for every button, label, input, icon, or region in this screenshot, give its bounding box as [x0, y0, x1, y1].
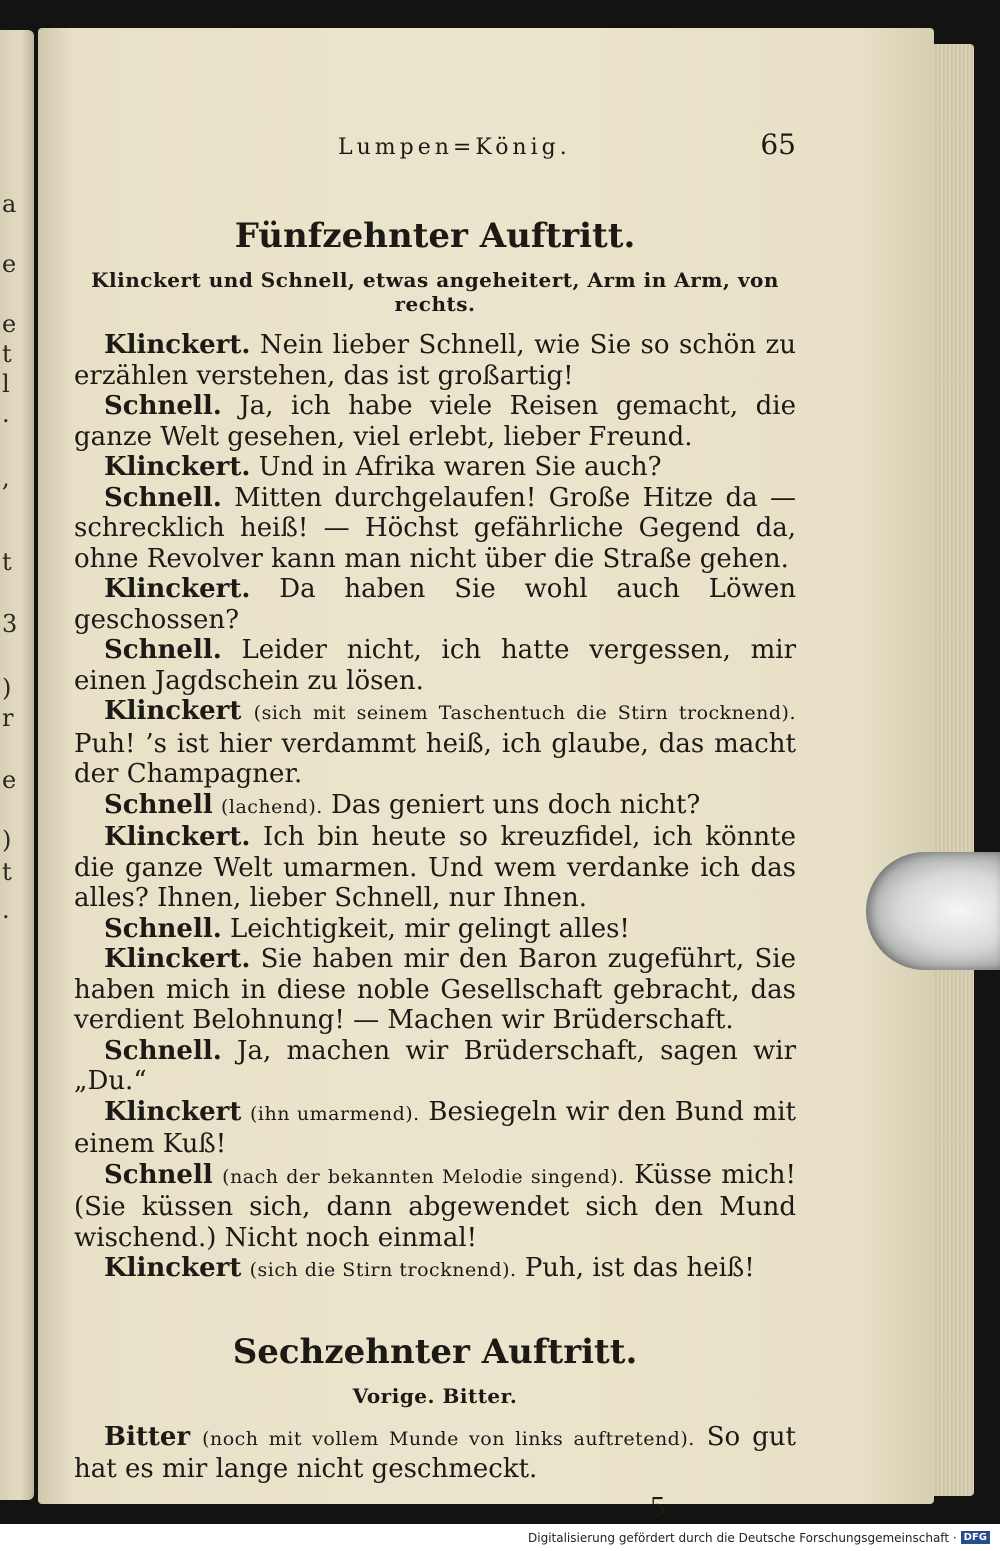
stage-direction-inline: (noch mit vollem Munde von links auftretend).	[202, 1427, 695, 1450]
scene-heading: Sechzehnter Auftritt.	[232, 1331, 638, 1372]
spoken-text: Nein lieber Schnell, wie Sie so schön zu erzählen verstehen, das ist großartig!	[74, 330, 796, 391]
spoken-text: Leichtigkeit, mir gelingt alles!	[230, 913, 630, 944]
spoken-text: Und in Afrika waren Sie auch?	[258, 452, 662, 483]
funding-credit: Digitalisierung gefördert durch die Deutsche Forschungsgemeinschaft ·	[528, 1530, 957, 1545]
previous-page-edge	[0, 30, 34, 1500]
dialogue-line	[74, 914, 796, 945]
page-edges	[930, 44, 974, 1496]
stage-direction-inline: (lachend).	[220, 795, 323, 818]
spoken-text: Leider nicht, ich hatte vergessen, mir einen Jagdschein zu lösen.	[74, 635, 797, 696]
stage-direction-inline: (nach der bekannten Melodie singend).	[222, 1165, 625, 1188]
spoken-text: Besiegeln wir den Bund mit einem Kuß!	[74, 1096, 797, 1160]
speaker-name: Klinckert.	[104, 822, 251, 853]
dialogue-line	[74, 822, 796, 914]
digitization-footer	[0, 1524, 1000, 1551]
prev-page-fragment: e	[2, 766, 17, 794]
dialogue-line	[74, 574, 796, 635]
page-number: 65	[760, 128, 796, 161]
speaker-name: Schnell	[104, 1159, 213, 1190]
speaker-name: Schnell	[104, 789, 213, 820]
dialogue-line	[74, 483, 796, 575]
speaker-name: Klinckert.	[104, 574, 251, 605]
spoken-text: Ja, ich habe viele Reisen gemacht, die ganze Welt gesehen, viel erlebt, lieber Freund.	[74, 391, 797, 452]
speaker-name: Schnell.	[104, 635, 222, 666]
stage-direction-inline: (sich die Stirn trocknend).	[249, 1259, 517, 1282]
speaker-name: Klinckert	[104, 1253, 242, 1284]
page-clip	[866, 852, 1000, 970]
spoken-text: Puh, ist das heiß!	[524, 1253, 755, 1284]
spoken-text: Mitten durchgelaufen! Große Hitze da — schrecklich heiß! — Höchst gefährliche Gegend da, ohne Revolver kann man nicht über die Straße gehen.	[74, 482, 797, 574]
speaker-name: Klinckert	[104, 1096, 242, 1127]
speaker-name: Schnell.	[104, 391, 222, 422]
prev-page-fragment: e	[2, 250, 17, 278]
stage-direction: Klinckert und Schnell, etwas angeheitert, Arm in Arm, von rechts.	[91, 268, 779, 317]
prev-page-fragment: .	[2, 896, 10, 924]
speaker-name: Klinckert.	[104, 452, 251, 483]
spoken-text: Ja, machen wir Brüderschaft, sagen wir „Du.“	[74, 1035, 797, 1097]
prev-page-fragment: )	[2, 674, 12, 702]
stage-direction: Vorige. Bitter.	[352, 1383, 518, 1408]
prev-page-fragment: l	[2, 370, 10, 398]
prev-page-fragment: a	[2, 190, 17, 218]
spoken-text: Sie haben mir den Baron zugeführt, Sie haben mich in diese noble Gesellschaft gebracht, das verdient Belohnung! — Machen wir Brüderschaft.	[74, 944, 796, 1036]
speaker-name: Klinckert.	[104, 330, 251, 361]
speaker-name: Klinckert	[104, 696, 242, 727]
dialogue-line	[74, 391, 796, 452]
prev-page-fragment: t	[2, 858, 12, 886]
dialogue-line	[74, 1160, 796, 1254]
spoken-text: Küsse mich! (Sie küssen sich, dann abgewendet sich den Mund wischend.) Nicht noch einmal!	[74, 1159, 796, 1253]
spoken-text: Da haben Sie wohl auch Löwen geschossen?	[74, 574, 796, 635]
dialogue-line	[74, 635, 796, 696]
spoken-text: So gut hat es mir lange nicht geschmeckt.	[74, 1421, 796, 1485]
dialogue-line	[74, 452, 796, 483]
prev-page-fragment: e	[2, 310, 17, 338]
spoken-text: Das geniert uns doch nicht?	[331, 789, 701, 820]
dialogue-line	[74, 944, 796, 1036]
stage-direction-inline: (sich mit seinem Taschentuch die Stirn trocknend).	[253, 702, 797, 725]
dialogue-line	[74, 1097, 796, 1160]
scene-heading: Fünfzehnter Auftritt.	[234, 216, 636, 256]
dialogue-line	[74, 1422, 796, 1485]
stage-direction-inline: (ihn umarmend).	[250, 1102, 420, 1125]
prev-page-fragment: 3	[2, 610, 18, 638]
speaker-name: Klinckert.	[104, 944, 251, 975]
dialogue-line	[74, 1036, 796, 1097]
page-content	[74, 128, 796, 1523]
running-title: Lumpen=König.	[338, 135, 571, 160]
prev-page-fragment: )	[2, 826, 12, 854]
signature-mark: 5	[649, 1492, 666, 1523]
speaker-name: Schnell.	[104, 913, 222, 944]
dialogue-line	[74, 330, 796, 391]
dialogue-line	[74, 790, 796, 823]
dialogue-block	[74, 330, 796, 1286]
prev-page-fragment: r	[2, 704, 14, 732]
dialogue-block	[74, 1422, 796, 1485]
spoken-text: Puh! ’s ist hier verdammt heiß, ich glaube, das macht der Champagner.	[74, 728, 796, 790]
speaker-name: Schnell.	[104, 1035, 222, 1066]
spoken-text: Ich bin heute so kreuzfidel, ich könnte die ganze Welt umarmen. Und wem verdanke ich das alles? Ihnen, lieber Schnell, nur Ihnen.	[74, 822, 797, 914]
prev-page-fragment: .	[2, 400, 10, 428]
running-header	[74, 128, 796, 172]
speaker-name: Schnell.	[104, 482, 222, 513]
prev-page-fragment: t	[2, 548, 12, 576]
prev-page-fragment: t	[2, 340, 12, 368]
dialogue-line	[74, 1253, 796, 1286]
prev-page-fragment: ,	[2, 464, 10, 492]
dialogue-line	[74, 696, 796, 790]
dfg-logo: DFG	[961, 1531, 990, 1544]
speaker-name: Bitter	[104, 1421, 191, 1452]
